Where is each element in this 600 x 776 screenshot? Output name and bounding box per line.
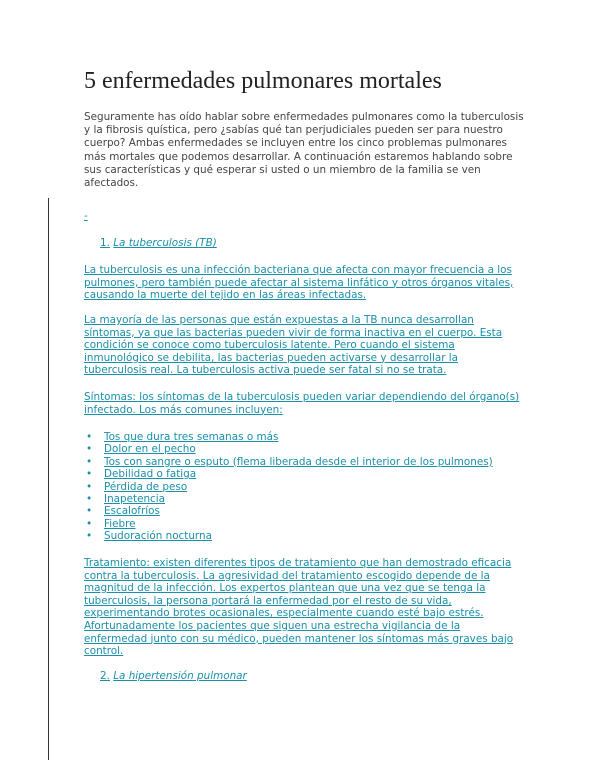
symptom-label[interactable]: Escalofríos	[104, 505, 160, 518]
symptom-label[interactable]: Tos con sangre o esputo (flema liberada desde el interior de los pulmones)	[104, 455, 493, 468]
intro-paragraph: Seguramente has oído hablar sobre enfermedades pulmonares como la tuberculosis y la fibrosis quística, pero ¿sabías qué tan perjudiciales pueden ser para nuestro cuerpo? Ambas enfermedades se incluyen entre los cinco problemas pulmonares más mortales que podemos desarrollar. A continuación estaremos hablando sobre sus características y qué esperar si usted o un miembro de la familia se ven afectados.	[84, 111, 524, 190]
bullet-icon: •	[86, 443, 93, 456]
list-item[interactable]	[84, 468, 493, 480]
tb-treatment[interactable]	[84, 557, 524, 658]
list-item[interactable]	[84, 518, 493, 530]
bullet-icon: •	[86, 431, 93, 443]
section-2-number: 2.	[100, 670, 110, 682]
bullet-icon: •	[86, 455, 93, 468]
list-item[interactable]	[84, 505, 493, 517]
page-title: 5 enfermedades pulmonares mortales	[84, 68, 442, 94]
margin-rule	[48, 198, 49, 760]
symptom-label[interactable]: Pérdida de peso	[104, 480, 188, 493]
list-item[interactable]	[84, 456, 493, 468]
bullet-icon: •	[86, 468, 93, 481]
symptom-label[interactable]: Debilidad o fatiga	[104, 468, 197, 481]
tb-paragraph-2[interactable]	[84, 314, 524, 377]
tb-treatment-text[interactable]: Tratamiento: existen diferentes tipos de tratamiento que han demostrado eficacia contra la tuberculosis. La agresividad del tratamiento escogido depende de la magnitud de la infección. Los expertos plantean que una vez que se tenga la tuberculosis, la persona portará la enfermedad por el resto de su vida, experimentando brotes ocasionales, especialmente cuando esté bajo estrés. Afortunadamente los pacientes que siguen una estrecha vigilancia de la enfermedad junto con su médico, pueden mantener los síntomas más graves bajo control.	[84, 557, 514, 658]
bullet-icon: •	[86, 492, 93, 505]
tb-paragraph-1[interactable]	[84, 264, 524, 302]
symptom-label[interactable]: Fiebre	[104, 517, 136, 530]
symptom-label[interactable]: Dolor en el pecho	[104, 443, 196, 456]
bullet-icon: •	[86, 505, 93, 518]
tb-paragraph-2-text[interactable]: La mayoría de las personas que están expuestas a la TB nunca desarrollan síntomas, ya que las bacterias pueden vivir de forma inactiva en el cuerpo. Esta condición se conoce como tuberculosis latente. Pero cuando el sistema inmunológico se debilita, las bacterias pueden activarse y desarrollar la tuberculosis real. La tuberculosis activa puede ser fatal si no se trata.	[84, 314, 503, 377]
section-2-heading[interactable]	[100, 670, 247, 683]
symptom-label[interactable]: Inapetencia	[104, 492, 166, 505]
section-1-title[interactable]: La tuberculosis (TB)	[113, 237, 217, 249]
anchor-link[interactable]: -	[84, 210, 88, 222]
tb-paragraph-1-text[interactable]: La tuberculosis es una infección bacteriana que afecta con mayor frecuencia a los pulmones, pero también puede afectar al sistema linfático y otros órganos vitales, causando la muerte del tejido en las áreas infectadas.	[84, 264, 514, 302]
tb-symptoms-intro-text[interactable]: Síntomas: los síntomas de la tuberculosis pueden variar dependiendo del órgano(s) infectado. Los más comunes incluyen:	[84, 391, 520, 416]
section-2-title[interactable]: La hipertensión pulmonar	[113, 670, 247, 682]
section-1-number: 1.	[100, 237, 110, 249]
list-item[interactable]	[84, 481, 493, 493]
tb-symptoms-list	[84, 431, 493, 543]
list-item[interactable]	[84, 443, 493, 455]
symptom-label[interactable]: Sudoración nocturna	[104, 530, 212, 543]
symptom-label[interactable]: Tos que dura tres semanas o más	[104, 431, 279, 443]
bullet-icon: •	[86, 530, 93, 543]
list-item[interactable]	[84, 493, 493, 505]
bullet-icon: •	[86, 480, 93, 493]
list-item[interactable]	[84, 431, 493, 443]
bullet-icon: •	[86, 517, 93, 530]
list-item[interactable]	[84, 530, 493, 542]
section-1-heading[interactable]	[100, 237, 217, 250]
tb-symptoms-intro[interactable]	[84, 391, 524, 416]
